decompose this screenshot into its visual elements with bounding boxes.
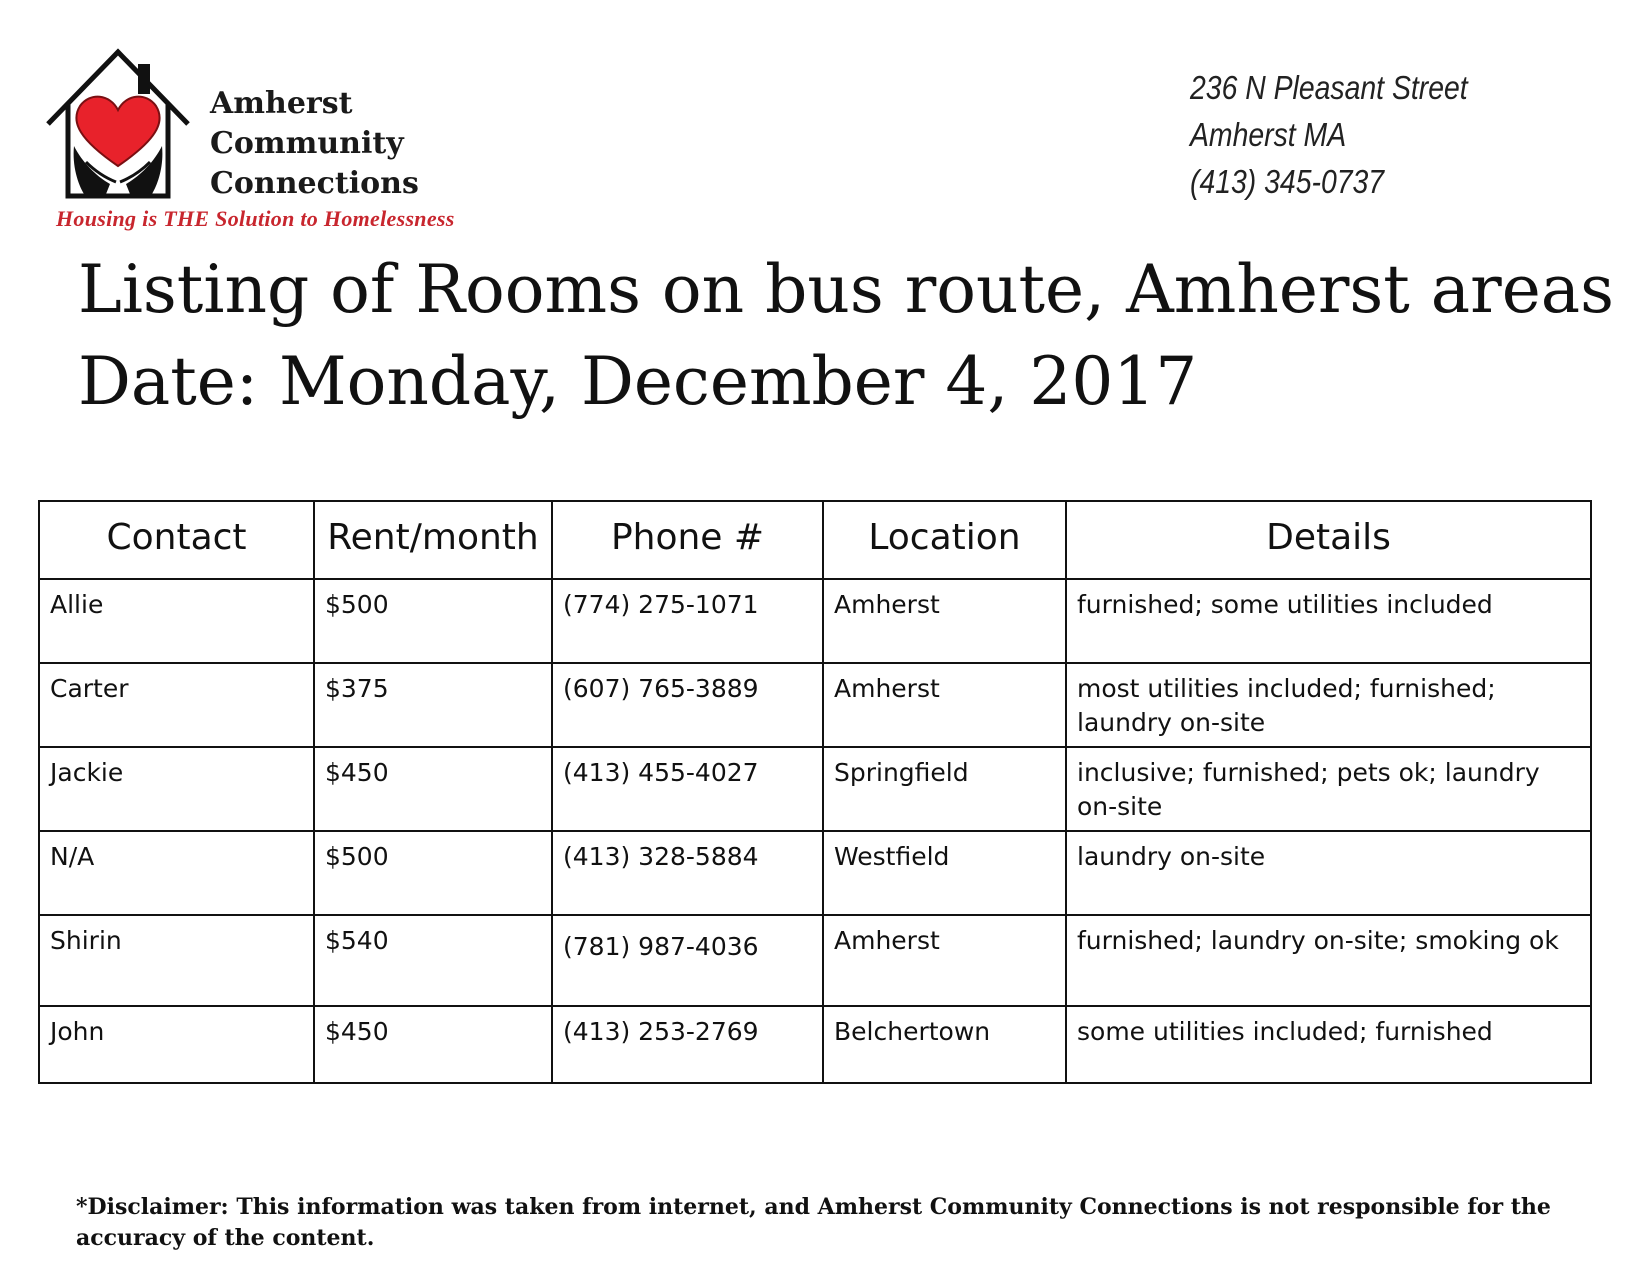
cell-rent: $450 [314, 1006, 552, 1083]
address-block [1190, 64, 1468, 205]
cell-rent: $375 [314, 663, 552, 747]
table-row [39, 831, 1591, 915]
cell-details: inclusive; furnished; pets ok; laundry on-site [1066, 747, 1591, 831]
cell-location: Amherst [823, 663, 1066, 747]
table-row [39, 1006, 1591, 1083]
table-row [39, 915, 1591, 1006]
cell-details: laundry on-site [1066, 831, 1591, 915]
tagline: Housing is THE Solution to Homelessness [56, 206, 455, 231]
cell-details: furnished; some utilities included [1066, 579, 1591, 663]
cell-rent: $500 [314, 579, 552, 663]
table-row [39, 663, 1591, 747]
cell-phone: (413) 328-5884 [552, 831, 823, 915]
address-city: Amherst MA [1190, 116, 1347, 153]
cell-contact: N/A [39, 831, 314, 915]
table-header-row [39, 501, 1591, 579]
cell-details: furnished; laundry on-site; smoking ok [1066, 915, 1591, 1006]
logo [40, 44, 484, 240]
cell-location: Amherst [823, 579, 1066, 663]
cell-rent: $540 [314, 915, 552, 1006]
cell-contact: Shirin [39, 915, 314, 1006]
cell-contact: Allie [39, 579, 314, 663]
header-rent: Rent/month [314, 501, 552, 579]
page-title [78, 244, 1614, 428]
cell-location: Springfield [823, 747, 1066, 831]
title-line-1: Listing of Rooms on bus route, Amherst areas [78, 251, 1614, 328]
cell-contact: John [39, 1006, 314, 1083]
org-name-line-1: Amherst [210, 86, 353, 121]
room-listing-table [38, 500, 1592, 1084]
table-row [39, 747, 1591, 831]
cell-location: Amherst [823, 915, 1066, 1006]
cell-phone: (607) 765-3889 [552, 663, 823, 747]
disclaimer: *Disclaimer: This information was taken from internet, and Amherst Community Connections is not responsible for the accuracy of the content. [76, 1194, 1551, 1251]
org-name [210, 84, 419, 204]
address-phone: (413) 345-0737 [1190, 163, 1385, 200]
org-name-line-3: Connections [210, 166, 419, 201]
cell-location: Westfield [823, 831, 1066, 915]
address-street: 236 N Pleasant Street [1190, 69, 1468, 106]
cell-phone [552, 915, 823, 1006]
cell-details: some utilities included; furnished [1066, 1006, 1591, 1083]
cell-contact: Carter [39, 663, 314, 747]
title-date-line: Date: Monday, December 4, 2017 [78, 343, 1198, 420]
cell-phone: (413) 253-2769 [552, 1006, 823, 1083]
cell-rent: $450 [314, 747, 552, 831]
header-location: Location [823, 501, 1066, 579]
header-contact: Contact [39, 501, 314, 579]
cell-location: Belchertown [823, 1006, 1066, 1083]
cell-contact: Jackie [39, 747, 314, 831]
cell-phone: (413) 455-4027 [552, 747, 823, 831]
table-row [39, 579, 1591, 663]
cell-phone: (774) 275-1071 [552, 579, 823, 663]
org-name-line-2: Community [210, 126, 404, 161]
cell-rent: $500 [314, 831, 552, 915]
cell-phone-text: (781) 987-4036 [563, 932, 759, 961]
house-heart-hands-icon [40, 44, 210, 204]
cell-details: most utilities included; furnished; laundry on-site [1066, 663, 1591, 747]
header-phone: Phone # [552, 501, 823, 579]
header-details: Details [1066, 501, 1591, 579]
